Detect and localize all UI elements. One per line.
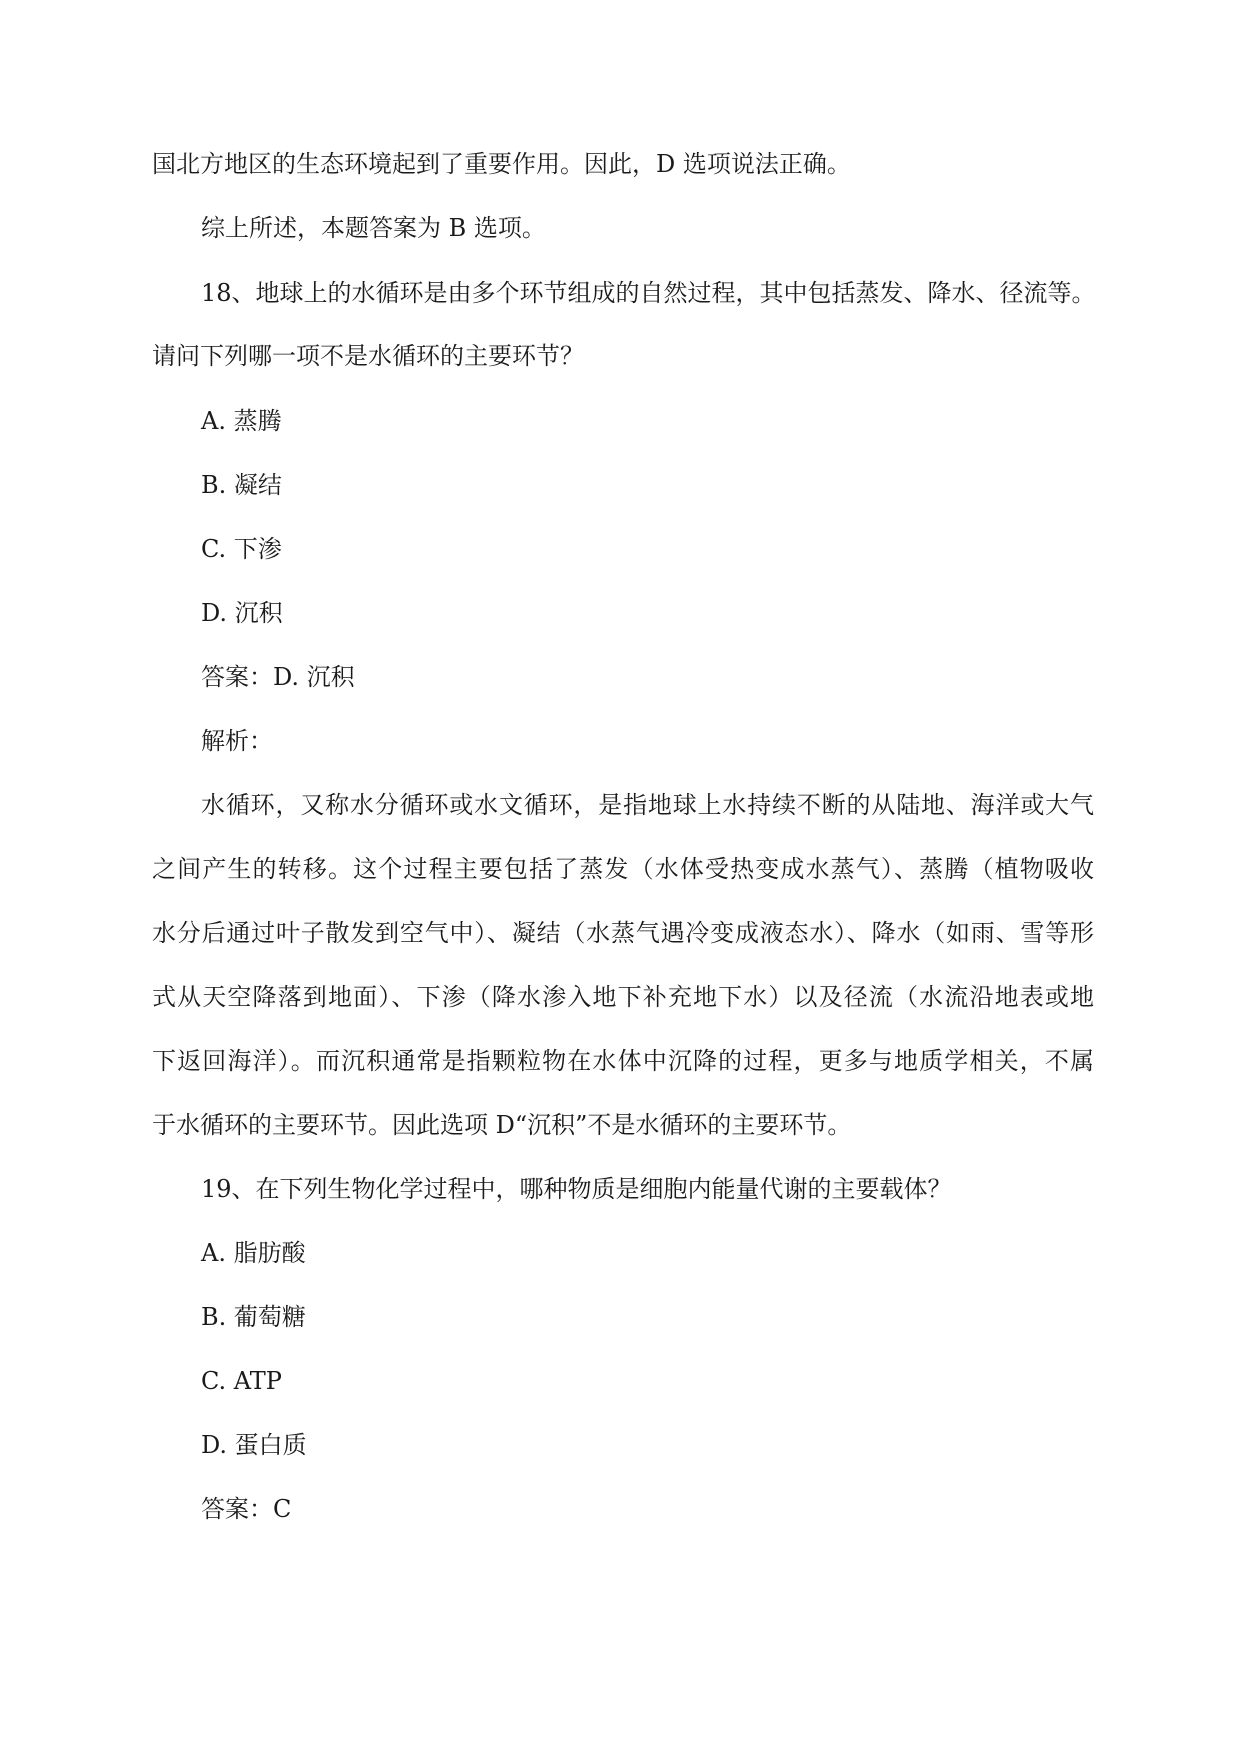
question-18-option-d: D. 沉积 xyxy=(201,599,283,627)
question-18-stem: 18、地球上的水循环是由多个环节组成的自然过程，其中包括蒸发、降水、径流等。 xyxy=(201,279,1096,307)
analysis-line-1: 水循环，又称水分循环或水文循环，是指地球上水持续不断的从陆地、海洋或大气 xyxy=(201,791,1094,819)
question-18-option-a: A. 蒸腾 xyxy=(201,407,282,435)
analysis-line-6: 于水循环的主要环节。因此选项 D“沉积”不是水循环的主要环节。 xyxy=(152,1111,852,1139)
prev-summary-text: 综上所述，本题答案为 B 选项。 xyxy=(201,214,546,242)
question-19-option-a: A. 脂肪酸 xyxy=(201,1239,306,1267)
question-19-stem: 19、在下列生物化学过程中，哪种物质是细胞内能量代谢的主要载体？ xyxy=(201,1175,952,1203)
question-18-option-b: B. 凝结 xyxy=(201,471,282,499)
question-18-option-c: C. 下渗 xyxy=(201,535,282,563)
question-19-option-b: B. 葡萄糖 xyxy=(201,1303,306,1331)
question-18-analysis-label: 解析： xyxy=(201,727,273,755)
question-19-option-d: D. 蛋白质 xyxy=(201,1431,307,1459)
prev-answer-text: 国北方地区的生态环境起到了重要作用。因此，D 选项说法正确。 xyxy=(152,150,851,178)
question-18-answer: 答案：D. 沉积 xyxy=(201,663,355,691)
analysis-line-4: 式从天空降落到地面）、下渗（降水渗入地下补充地下水）以及径流（水流沿地表或地 xyxy=(152,983,1094,1011)
question-19-option-c: C. ATP xyxy=(201,1367,282,1395)
analysis-line-2: 之间产生的转移。这个过程主要包括了蒸发（水体受热变成水蒸气）、蒸腾（植物吸收 xyxy=(152,855,1094,883)
question-18-stem-cont: 请问下列哪一项不是水循环的主要环节？ xyxy=(152,342,584,370)
analysis-line-5: 下返回海洋）。而沉积通常是指颗粒物在水体中沉降的过程，更多与地质学相关，不属 xyxy=(152,1047,1094,1075)
analysis-line-3: 水分后通过叶子散发到空气中）、凝结（水蒸气遇冷变成液态水）、降水（如雨、雪等形 xyxy=(152,919,1094,947)
question-19-answer: 答案：C xyxy=(201,1495,292,1523)
